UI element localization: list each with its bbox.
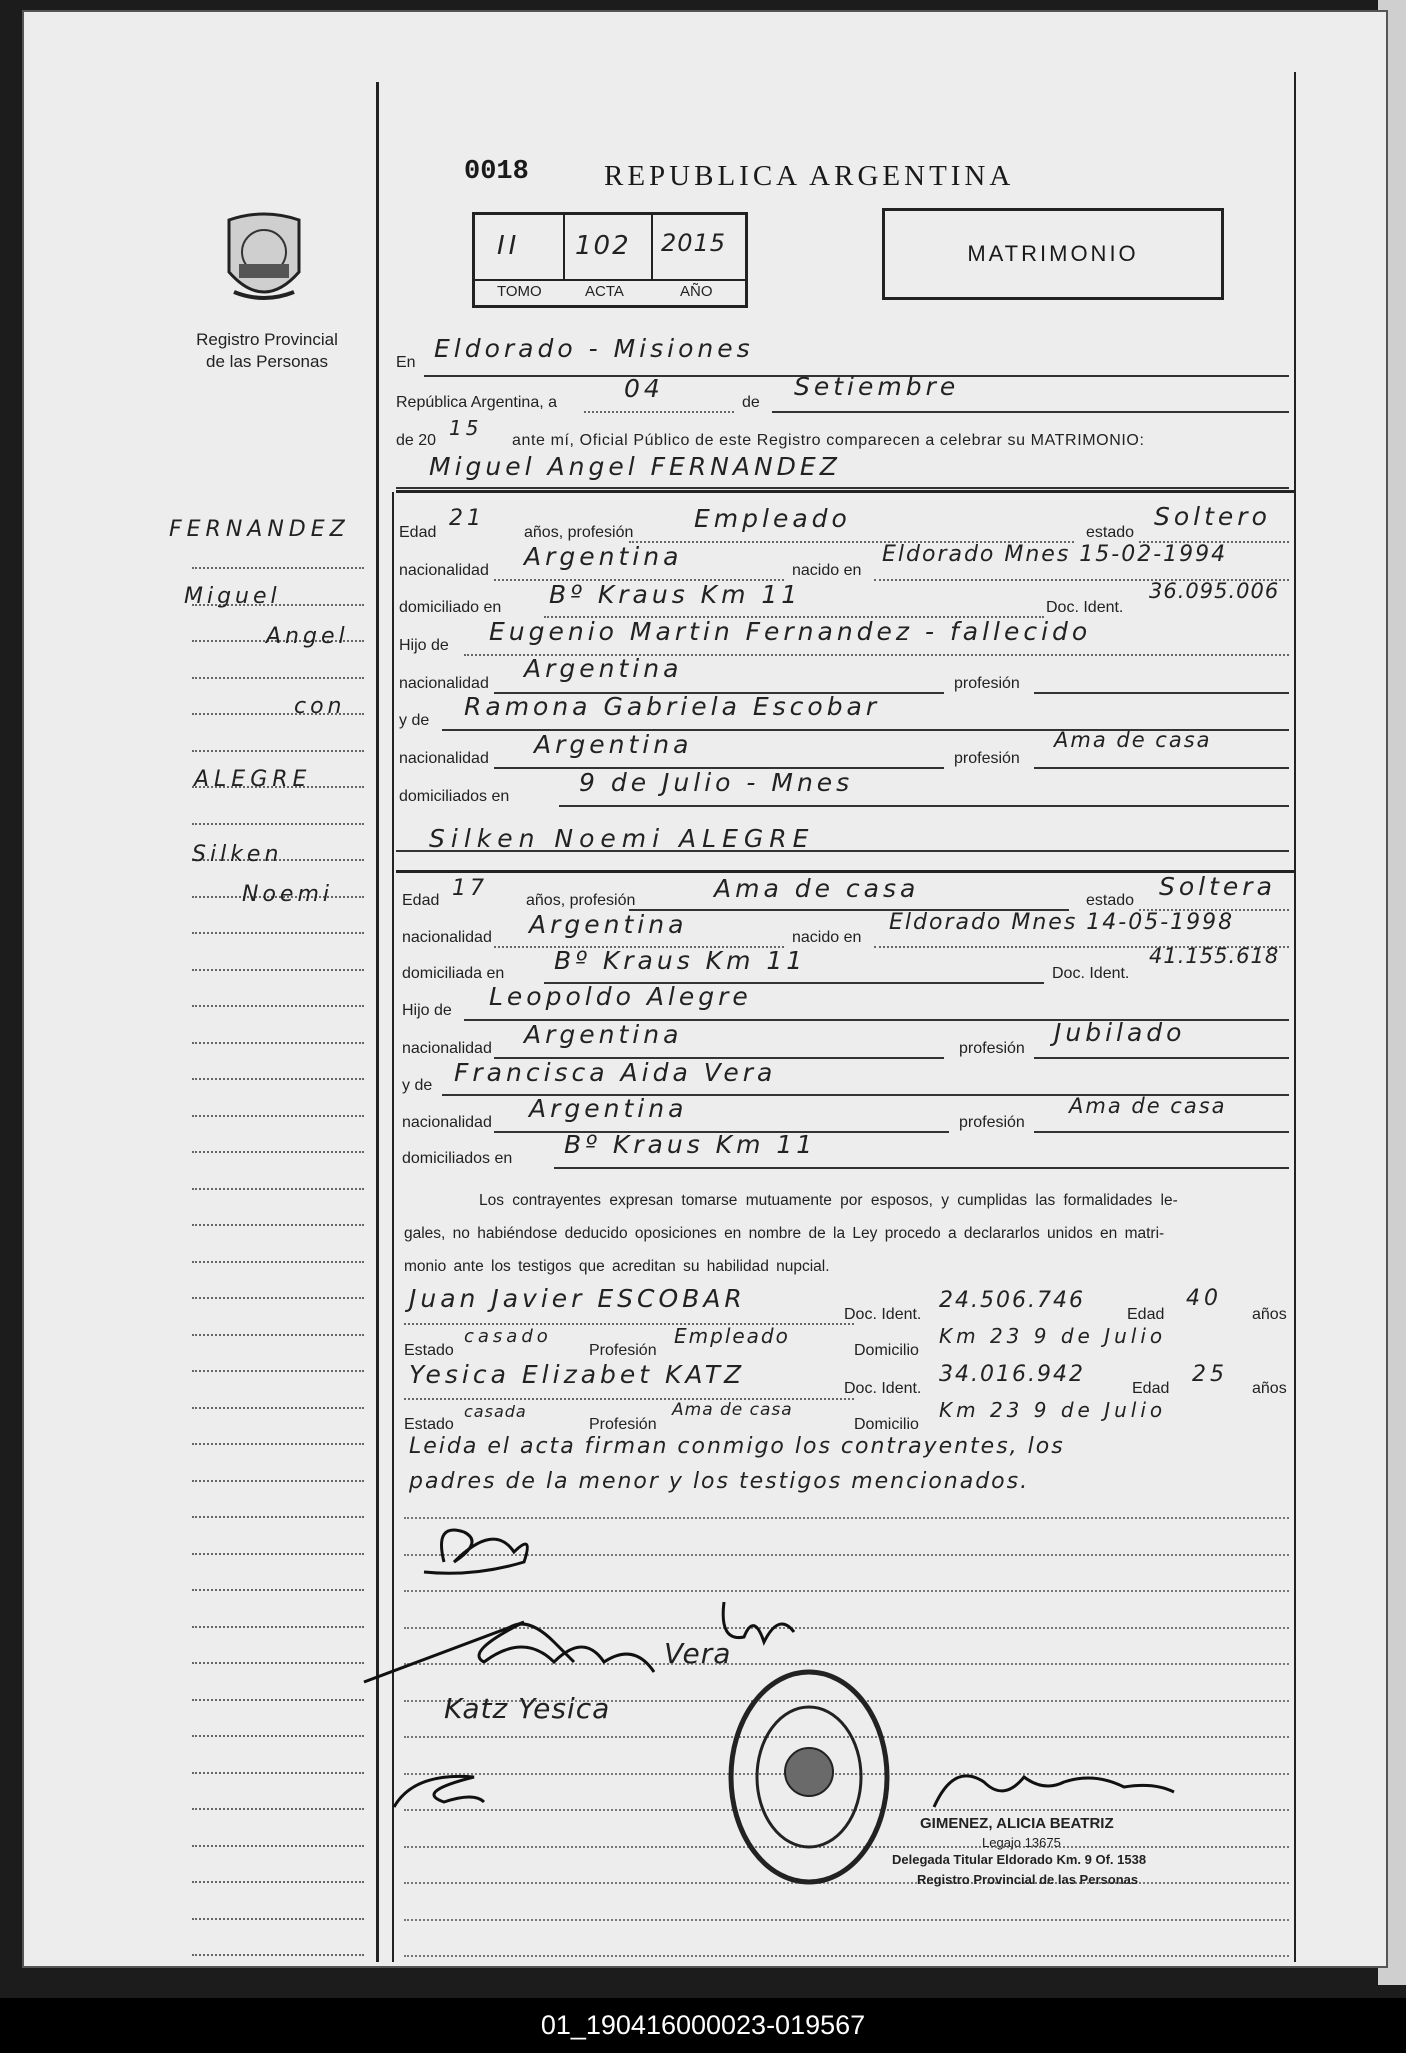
label: domiciliados en — [402, 1150, 513, 1167]
bride-civil-status: Soltera — [1159, 872, 1276, 901]
right-rule — [1294, 72, 1296, 1962]
declaration-line: monio ante los testigos que acreditan su habilidad nupcial. — [404, 1258, 830, 1275]
label: nacionalidad — [402, 1114, 492, 1131]
margin-rule-line — [192, 1370, 364, 1372]
year-suffix: 15 — [449, 416, 483, 440]
closing-note: padres de la menor y los testigos mencionados. — [409, 1469, 1030, 1494]
groom-age: 21 — [449, 506, 485, 531]
place: Eldorado - Misiones — [434, 334, 754, 363]
margin-rule-line — [192, 1918, 364, 1920]
bride-profession: Ama de casa — [714, 874, 920, 903]
label: Estado — [404, 1416, 454, 1433]
file-id-footer: 01_190416000023-019567 — [0, 1998, 1406, 2053]
witness-civil-status: casada — [464, 1402, 527, 1421]
margin-rule-line — [192, 1224, 364, 1226]
acta-label: ACTA — [585, 283, 624, 300]
label: años, profesión — [526, 892, 636, 909]
act-type: MATRIMONIO — [967, 241, 1139, 266]
label: domiciliada en — [402, 965, 505, 982]
bride-age: 17 — [452, 876, 488, 901]
groom-father: Eugenio Martin Fernandez - fallecido — [489, 617, 1092, 646]
signature-rule-line — [404, 1955, 1289, 1957]
witness-address: Km 23 9 de Julio — [939, 1324, 1167, 1348]
margin-rule-line — [192, 969, 364, 971]
province-seal-icon — [219, 212, 309, 312]
bride-address: Bº Kraus Km 11 — [554, 946, 807, 975]
witness-address: Km 23 9 de Julio — [939, 1398, 1167, 1422]
country-title: REPUBLICA ARGENTINA — [604, 160, 1015, 192]
label: profesión — [959, 1114, 1025, 1131]
label: profesión — [954, 675, 1020, 692]
bride-nationality: Argentina — [529, 910, 688, 939]
bride-mother: Francisca Aida Vera — [454, 1058, 777, 1087]
margin-rule-line — [192, 1407, 364, 1409]
groom-mother-profession: Ama de casa — [1054, 728, 1212, 752]
bride-name: Silken Noemi ALEGRE — [429, 824, 815, 853]
closing-note: Leida el acta firman conmigo los contrayentes, los — [409, 1434, 1065, 1459]
label: profesión — [954, 750, 1020, 767]
declaration-line: Los contrayentes expresan tomarse mutuamente por esposos, y cumplidas las formalidades le- — [479, 1192, 1178, 1209]
margin-note: FERNANDEZ — [169, 517, 350, 542]
label: Domicilio — [854, 1342, 919, 1359]
acta-value: 102 — [575, 231, 631, 261]
margin-rule-line — [192, 677, 364, 679]
groom-name: Miguel Angel FERNANDEZ — [429, 452, 841, 481]
label: nacionalidad — [402, 929, 492, 946]
margin-note: Noemi — [242, 882, 333, 907]
margin-note: Silken — [192, 842, 283, 867]
margin-rule-line — [192, 823, 364, 825]
label: Profesión — [589, 1342, 657, 1359]
en-label: En — [396, 354, 416, 371]
witness-profession: Empleado — [674, 1324, 790, 1348]
label: Edad — [402, 892, 440, 909]
intro-statement: ante mí, Oficial Público de este Registro comparecen a celebrar su MATRIMONIO: — [512, 432, 1145, 449]
margin-note: ALEGRE — [194, 767, 312, 792]
official-stamp-icon — [724, 1662, 894, 1892]
tomo-value: II — [497, 231, 521, 261]
label: estado — [1086, 524, 1135, 541]
officer-signature — [924, 1752, 1184, 1822]
groom-father-nationality: Argentina — [524, 654, 683, 683]
day: 04 — [624, 374, 664, 403]
label: nacionalidad — [402, 1040, 492, 1057]
label: Profesión — [589, 1416, 657, 1433]
label: nacionalidad — [399, 750, 489, 767]
label: Doc. Ident. — [1046, 599, 1124, 616]
margin-rule-line — [192, 1334, 364, 1336]
margin-rule-line — [192, 1005, 364, 1007]
groom-mother-nationality: Argentina — [534, 730, 693, 759]
bride-doc: 41.155.618 — [1149, 944, 1280, 968]
label: Edad — [1132, 1380, 1170, 1397]
label: Domicilio — [854, 1416, 919, 1433]
witness-age: 40 — [1186, 1286, 1222, 1311]
label: nacido en — [792, 562, 862, 579]
margin-rule-line — [192, 1042, 364, 1044]
witness-age: 25 — [1192, 1362, 1228, 1387]
groom-mother: Ramona Gabriela Escobar — [464, 692, 881, 721]
witness-name: Yesica Elizabet KATZ — [409, 1360, 746, 1389]
margin-rule-line — [192, 1881, 364, 1883]
margin-rule-line — [192, 1261, 364, 1263]
officer-registry: Registro Provincial de las Personas — [917, 1872, 1139, 1887]
margin-rule-line — [192, 1078, 364, 1080]
anio-label: AÑO — [680, 283, 713, 300]
groom-address: Bº Kraus Km 11 — [549, 580, 802, 609]
label: estado — [1086, 892, 1135, 909]
groom-doc: 36.095.006 — [1149, 579, 1280, 603]
witness-name: Juan Javier ESCOBAR — [409, 1284, 746, 1313]
signature-vera: Vera — [664, 1637, 732, 1670]
groom-parents-address: 9 de Julio - Mnes — [579, 768, 854, 797]
label: Hijo de — [402, 1002, 452, 1019]
margin-rule-line — [192, 567, 364, 569]
anio-value: 2015 — [661, 229, 727, 257]
label: nacido en — [792, 929, 862, 946]
label: años — [1252, 1380, 1287, 1397]
officer-name: GIMENEZ, ALICIA BEATRIZ — [920, 1815, 1114, 1832]
margin-rule-line — [192, 750, 364, 752]
volume-box — [472, 212, 748, 308]
groom-birth: Eldorado Mnes 15-02-1994 — [882, 542, 1228, 567]
bride-father-profession: Jubilado — [1054, 1018, 1186, 1047]
document-page — [22, 10, 1388, 1968]
margin-note: Miguel — [184, 584, 281, 609]
margin-rule-line — [192, 1443, 364, 1445]
tomo-label: TOMO — [497, 283, 542, 300]
margin-rule-line — [192, 1151, 364, 1153]
signature-katz: Katz Yesica — [444, 1692, 611, 1725]
margin-rule-line — [192, 1188, 364, 1190]
bride-mother-nationality: Argentina — [529, 1094, 688, 1123]
witness-doc: 34.016.942 — [939, 1362, 1085, 1387]
de-label: de — [742, 394, 760, 411]
margin-note: Angel — [266, 624, 349, 649]
margin-rule-line — [192, 1115, 364, 1117]
officer-legajo: Legajo 13675 — [982, 1835, 1061, 1850]
label: Edad — [399, 524, 437, 541]
month: Setiembre — [794, 372, 960, 401]
registry-seal — [219, 212, 309, 317]
signature-rule-line — [404, 1919, 1289, 1921]
label: años, profesión — [524, 524, 634, 541]
label: y de — [402, 1077, 433, 1094]
label: nacionalidad — [399, 675, 489, 692]
act-type-box — [882, 208, 1224, 300]
registry-name-1: Registro Provincial — [196, 330, 338, 349]
margin-rule-line — [192, 1845, 364, 1847]
label: Doc. Ident. — [1052, 965, 1130, 982]
label: Edad — [1127, 1306, 1165, 1323]
label: y de — [399, 712, 430, 729]
margin-rule-line — [192, 1480, 364, 1482]
label: años — [1252, 1306, 1287, 1323]
margin-rule-line — [192, 1297, 364, 1299]
declaration-line: gales, no habiéndose deducido oposiciones en nombre de la Ley procedo a declararlos unidos en matri- — [404, 1225, 1165, 1242]
label: Estado — [404, 1342, 454, 1359]
margin-rule-line — [192, 1954, 364, 1956]
label: profesión — [959, 1040, 1025, 1057]
serial-number: 0018 — [464, 157, 529, 187]
label: domiciliado en — [399, 599, 502, 616]
bride-mother-profession: Ama de casa — [1069, 1094, 1227, 1118]
groom-nationality: Argentina — [524, 542, 683, 571]
witness-profession: Ama de casa — [672, 1400, 793, 1420]
margin-note: con — [294, 694, 346, 719]
groom-civil-status: Soltero — [1154, 502, 1271, 531]
bride-parents-address: Bº Kraus Km 11 — [564, 1130, 817, 1159]
witness-doc: 24.506.746 — [939, 1288, 1085, 1313]
label: Hijo de — [399, 637, 449, 654]
bride-birth: Eldorado Mnes 14-05-1998 — [889, 910, 1235, 935]
bride-father: Leopoldo Alegre — [489, 982, 752, 1011]
de20-label: de 20 — [396, 432, 437, 449]
republica-label: República Argentina, a — [396, 394, 557, 411]
registry-name-2: de las Personas — [206, 352, 328, 371]
groom-profession: Empleado — [694, 504, 851, 533]
groom-father-profession — [1034, 678, 1289, 694]
label: nacionalidad — [399, 562, 489, 579]
margin-rule-line — [192, 932, 364, 934]
label: domiciliados en — [399, 788, 510, 805]
bride-father-nationality: Argentina — [524, 1020, 683, 1049]
officer-role: Delegada Titular Eldorado Km. 9 Of. 1538 — [892, 1852, 1147, 1867]
label: Doc. Ident. — [844, 1380, 922, 1397]
witness-civil-status: casado — [464, 1326, 552, 1347]
label: Doc. Ident. — [844, 1306, 922, 1323]
